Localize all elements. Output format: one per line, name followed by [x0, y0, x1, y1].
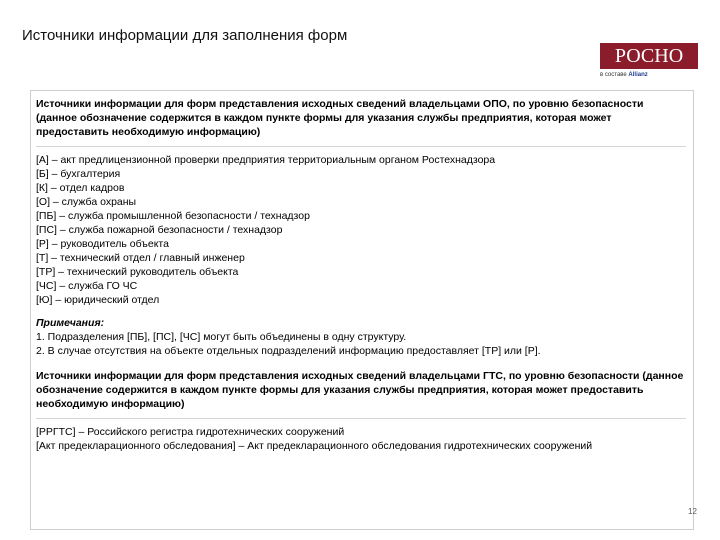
logo-subtitle-prefix: в составе [600, 72, 629, 78]
section2-list [36, 425, 686, 453]
list-item: [Р] – руководитель объекта [36, 238, 169, 250]
list-item: [Акт предекларационного обследования] – Акт предекларационного обследования гидротехнических сооружений [36, 440, 593, 452]
section1-heading: Источники информации для форм представления исходных сведений владельцами ОПО, по уровню безопасности (данное обозначение содержится в каждом пункте формы для указания службы предприятия, которая может предоставить необходимую информацию) [36, 98, 644, 138]
list-item: [К] – отдел кадров [36, 182, 125, 194]
section2-heading: Источники информации для форм представления исходных сведений владельцами ГТС, по уровню безопасности (данное обозначение содержится в каждом пункте формы для указания службы предприятия, которая может предоставить необходимую информацию) [36, 370, 684, 410]
list-item: [ПС] – служба пожарной безопасности / технадзор [36, 224, 283, 236]
list-item: [А] – акт предлицензионной проверки предприятия территориальным органом Ростехнадзора [36, 154, 496, 166]
content [36, 97, 686, 453]
list-item: [РРГТС] – Российского регистра гидротехнических сооружений [36, 426, 345, 438]
notes-title: Примечания: [36, 317, 105, 329]
note-item: 2. В случае отсутствия на объекте отдельных подразделений информацию предоставляет [ТР] или [Р]. [36, 345, 541, 357]
logo-subtitle [600, 72, 698, 78]
list-item: [О] – служба охраны [36, 196, 137, 208]
section1-list [36, 153, 686, 307]
logo-subtitle-brand: Allianz [628, 72, 648, 78]
section1-divider [36, 146, 686, 147]
section2-divider [36, 418, 686, 419]
logo-wordmark: РОСНО [600, 43, 698, 69]
list-item: [Б] – бухгалтерия [36, 168, 121, 180]
list-item: [Ю] – юридический отдел [36, 294, 160, 306]
list-item: [ПБ] – служба промышленной безопасности / технадзор [36, 210, 310, 222]
company-logo [600, 43, 698, 78]
page-number: 12 [688, 507, 697, 516]
list-item: [ТР] – технический руководитель объекта [36, 266, 239, 278]
note-item: 1. Подразделения [ПБ], [ПС], [ЧС] могут быть объединены в одну структуру. [36, 331, 407, 343]
list-item: [ЧС] – служба ГО ЧС [36, 280, 138, 292]
spacer [36, 358, 686, 369]
list-item: [Т] – технический отдел / главный инженер [36, 252, 245, 264]
page-title: Источники информации для заполнения форм [22, 27, 348, 44]
